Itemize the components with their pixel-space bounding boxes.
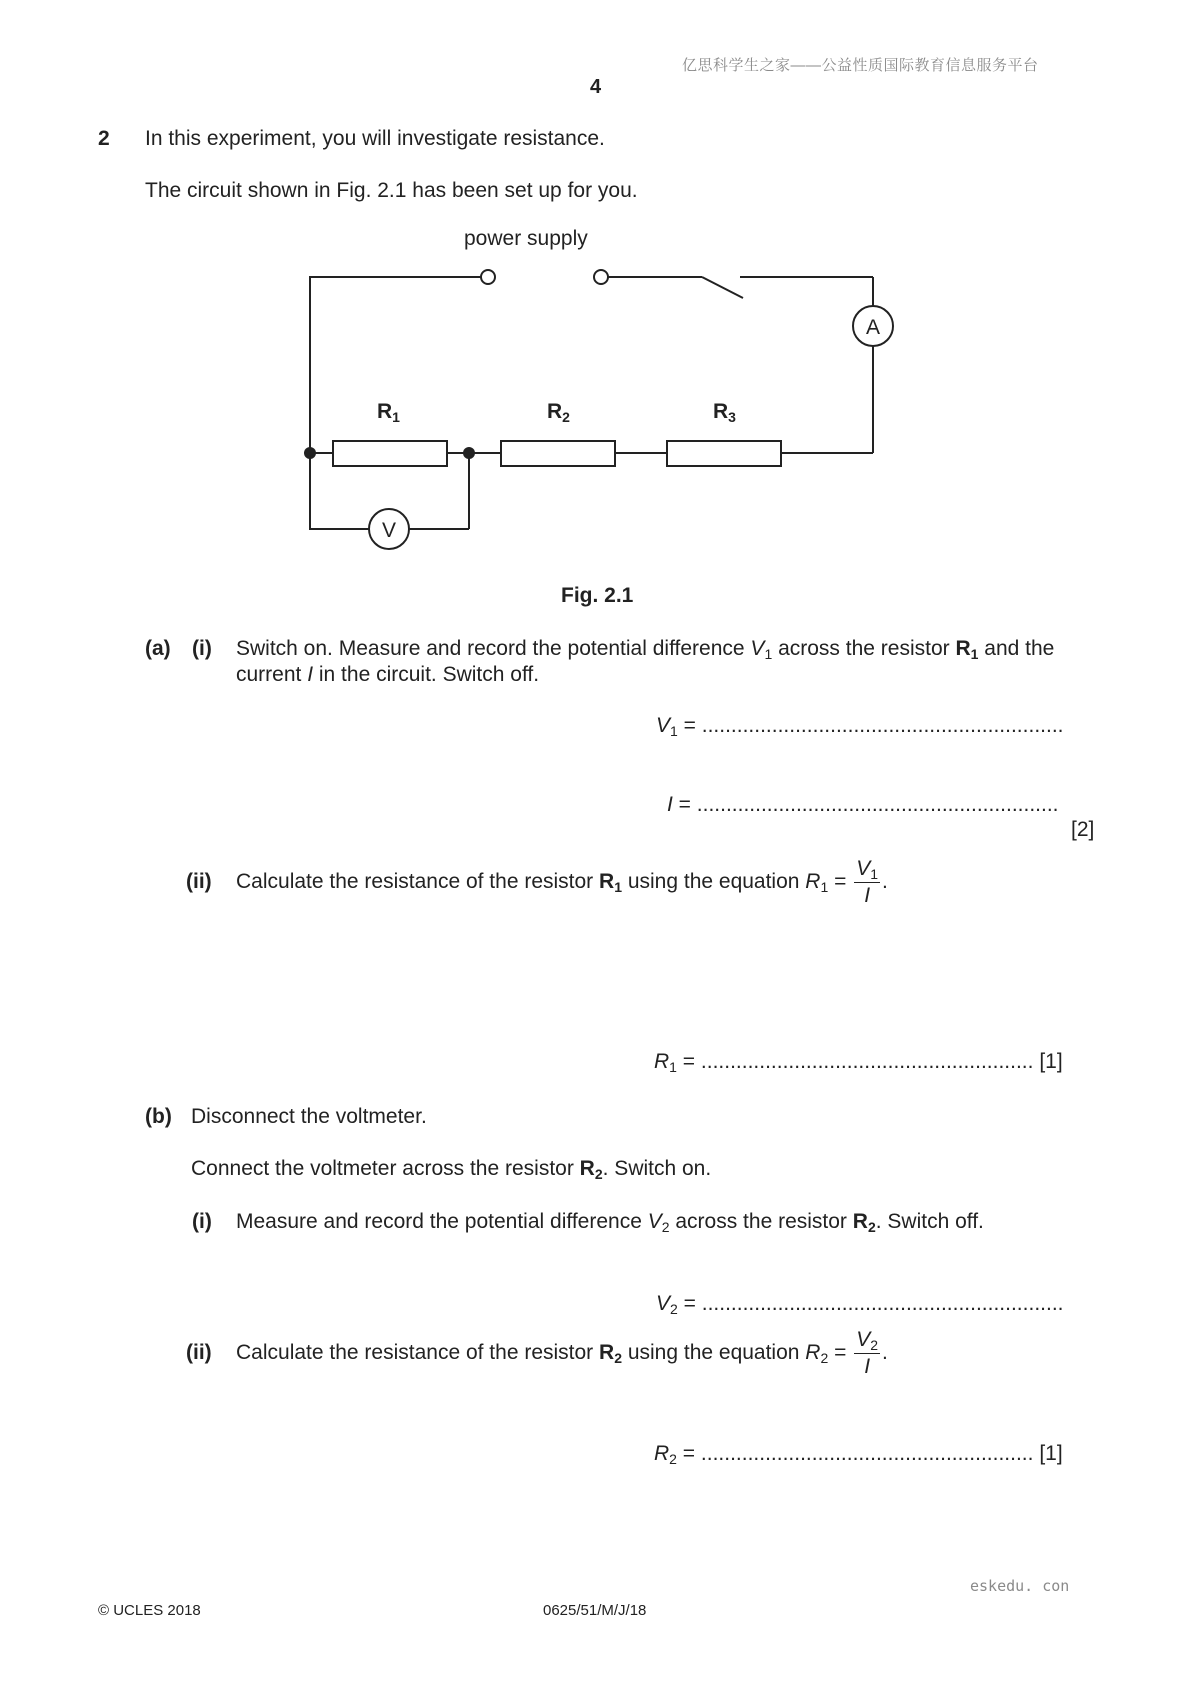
- answer-v1-line[interactable]: $V_1$ = ..............................................................: [656, 714, 1064, 739]
- voltmeter-label: V: [381, 519, 397, 542]
- copyright: © UCLES 2018: [98, 1602, 201, 1619]
- question-intro: In this experiment, you will investigate resistance.: [145, 127, 605, 150]
- part-a-i-text-line2: current I in the circuit. Switch off.: [236, 663, 540, 686]
- question-number: 2: [98, 127, 110, 150]
- power-terminal-left: [481, 270, 495, 284]
- part-b-i-text: Measure and record the potential difference $V_2$ across the resistor $R_2$. Switch off.: [236, 1210, 984, 1235]
- r3-label: $R_3$: [713, 400, 736, 425]
- equation-fraction-r2: $\frac{V_2}{I}$: [856, 1328, 879, 1378]
- answer-v2-line[interactable]: $V_2$ = ..............................................................: [656, 1292, 1064, 1317]
- equation-fraction-r1: $\frac{V_1}{I}$: [856, 857, 879, 907]
- power-supply-label: power supply: [464, 227, 588, 250]
- marks-b-ii: [1]: [1039, 1442, 1063, 1465]
- part-b-i-label: (i): [192, 1210, 212, 1233]
- paper-code: 0625/51/M/J/18: [543, 1602, 647, 1619]
- resistor-r3: [667, 441, 781, 466]
- part-b-ii-text: Calculate the resistance of the resistor $R_2$ using the equation $R_2$ = $\frac{V_2}{I}$ .: [236, 1328, 888, 1378]
- resistor-r1: [333, 441, 447, 466]
- site-watermark: eskedu. con: [970, 1577, 1070, 1595]
- part-a-i-label: (i): [192, 637, 212, 660]
- marks-a-ii: [1]: [1039, 1050, 1063, 1073]
- part-b-line2: Connect the voltmeter across the resistor $R_2$. Switch on.: [191, 1157, 712, 1182]
- page-number: 4: [590, 76, 602, 98]
- answer-r2-line[interactable]: $R_2$ = ......................................................... [1]: [654, 1442, 1063, 1467]
- part-a-label: (a): [145, 637, 171, 660]
- junction-left: [304, 447, 316, 459]
- answer-current-line[interactable]: I = ..............................................................: [667, 793, 1059, 816]
- watermark-text: 亿思科学生之家——公益性质国际教育信息服务平台: [682, 57, 1039, 74]
- part-a-ii-text: Calculate the resistance of the resistor $R_1$ using the equation $R_1$ = $\frac{V_1}{I}$ .: [236, 857, 888, 907]
- answer-r1-line[interactable]: $R_1$ = ......................................................... [1]: [654, 1050, 1063, 1075]
- power-terminal-right: [594, 270, 608, 284]
- switch-blade: [702, 277, 743, 298]
- part-a-ii-label: (ii): [186, 870, 212, 893]
- part-b-ii-label: (ii): [186, 1341, 212, 1364]
- junction-right: [463, 447, 475, 459]
- resistor-r2: [501, 441, 615, 466]
- figure-caption: Fig. 2.1: [561, 584, 634, 607]
- part-a-i-text-line1: Switch on. Measure and record the potential difference $V_1$ across the resistor $R_1$ and the: [236, 637, 1055, 662]
- question-setup: The circuit shown in Fig. 2.1 has been set up for you.: [145, 179, 638, 202]
- part-b-label: (b): [145, 1105, 172, 1128]
- circuit-diagram: [0, 0, 1191, 600]
- r1-label: $R_1$: [377, 400, 400, 425]
- marks-a-i: [2]: [1071, 818, 1095, 841]
- part-b-line1: Disconnect the voltmeter.: [191, 1105, 427, 1128]
- r2-label: $R_2$: [547, 400, 570, 425]
- ammeter-label: A: [865, 316, 881, 339]
